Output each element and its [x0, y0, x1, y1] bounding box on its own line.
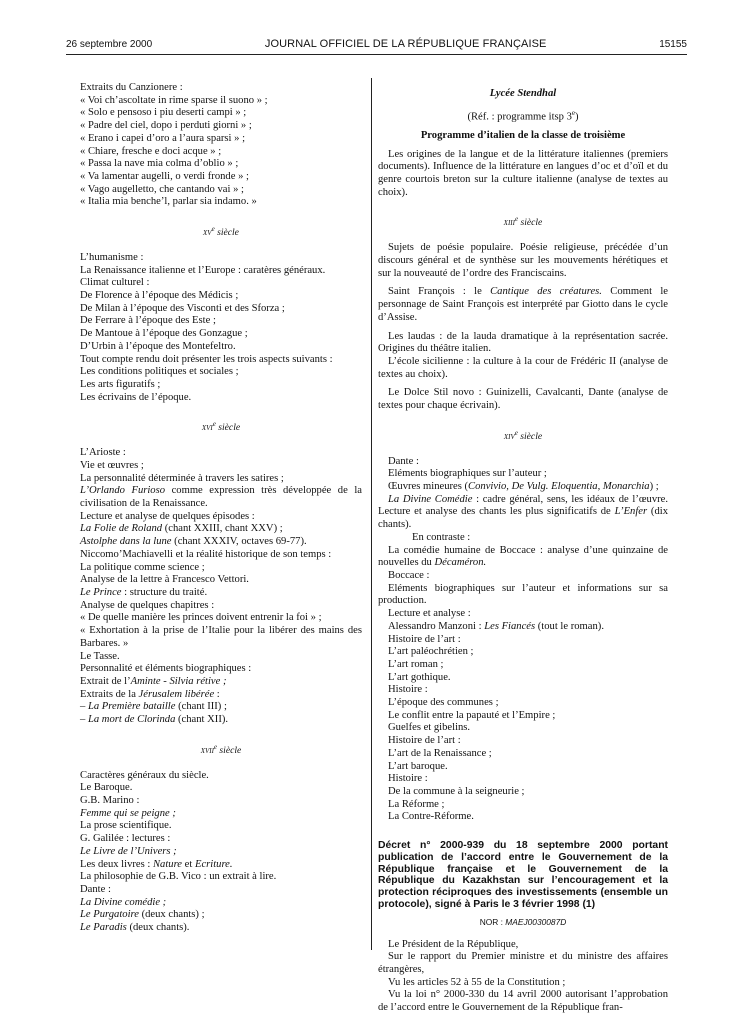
decree-title: Décret n° 2000-939 du 18 septembre 2000 portant publication de l’accord entre le Gouvernement de la République française et le Gouvernement de la République du Kazakhstan sur l’encouragement et la protection réciproques des investissements (ensemble un protocole), signé à Paris le 3 février 1998 (1)	[378, 840, 668, 911]
text-line: « Passa la nave mia colma d’oblio » ;	[80, 158, 239, 170]
text-line: Les arts figuratifs ;	[80, 378, 161, 390]
text-line: « Exhortation à la prise de l’Italie pour la libérer des mains des Barbares. »	[80, 625, 362, 649]
text-line: « De quelle manière les princes doivent entrenir la foi » ;	[80, 612, 322, 624]
text-line: Personnalité et éléments biographiques :	[80, 663, 252, 675]
text-line: De Ferrare à l’époque des Este ;	[80, 315, 216, 327]
text-line: Astolphe dans la lune (chant XXXIV, octaves 69-77).	[80, 536, 307, 548]
section-heading-14: xiv$^e$ siècle	[503, 428, 543, 442]
text-line: Extraits de la Jérusalem libérée :	[80, 688, 220, 700]
text-line: Femme qui se peigne ;	[80, 807, 176, 819]
text-line: De la commune à la seigneurie ;	[388, 785, 525, 797]
text-line: L’art baroque.	[388, 760, 448, 772]
text-line: L’art gothique.	[388, 671, 451, 683]
text-line: La Renaissance italienne et l’Europe : caratères généraux.	[80, 264, 326, 276]
text-line: L’humanisme :	[80, 251, 144, 263]
text-line: La Folie de Roland (chant XXIII, chant XXV) ;	[80, 523, 283, 535]
text-line: Climat culturel :	[80, 277, 150, 289]
text-line: L’art roman ;	[388, 658, 444, 670]
text-line: Le Prince : structure du traité.	[80, 586, 208, 598]
text-line: Le Baroque.	[80, 782, 133, 794]
text-line: D’Urbin à l’époque des Montefeltro.	[80, 340, 236, 352]
paragraph: Vu la loi n° 2000-330 du 14 avril 2000 autorisant l’approbation de l’accord entre le Gouvernement de la République fran-	[378, 989, 668, 1014]
text-line: – La mort de Clorinda (chant XII).	[80, 714, 229, 726]
text-line: « Va lamentar augelli, o verdi fronde » ;	[80, 170, 249, 182]
text-line: Le Paradis (deux chants).	[80, 922, 190, 934]
paragraph: La Divine Comédie : cadre général, sens, les idéaux de l’œuvre. Lecture et analyse des chants les plus significatifs de L’Enfer (dix chants).	[378, 493, 668, 531]
program-reference: (Réf. : programme itsp 3e)	[467, 108, 579, 123]
school-name: Lycée Stendhal	[489, 88, 557, 99]
text-line: « Chiare, fresche e doci acque » ;	[80, 145, 222, 157]
text-line: En contraste :	[412, 531, 471, 543]
text-line: Le Président de la République,	[388, 938, 519, 950]
header-rule	[66, 54, 687, 55]
section-heading-16: xvi$^e$ siècle	[201, 420, 241, 434]
paragraph: Saint François : le Cantique des créatures. Comment le personnage de Saint François est interprété par Giotto dans le cycle d’Assise.	[378, 286, 669, 323]
paragraph: Les laudas : de la lauda dramatique à la représentation sacrée. Origines du théâtre italien.	[378, 330, 668, 355]
text-line: Tout compte rendu doit présenter les trois aspects suivants :	[80, 353, 333, 365]
text-line: Œuvres mineures (Convivio, De Vulg. Eloquentia, Monarchia) ;	[388, 481, 659, 493]
text-line: Vie et œuvres ;	[80, 459, 144, 471]
text-line: Extrait de l’Aminte - Silvia rétive ;	[80, 675, 227, 687]
text-line: « Voi ch’ascoltate in rime sparse il suono » ;	[80, 94, 268, 106]
text-line: Le conflit entre la papauté et l’Empire ;	[388, 709, 556, 721]
text-line: Eléments biographiques sur l’auteur ;	[388, 468, 547, 480]
text-line: L’art de la Renaissance ;	[388, 747, 492, 759]
text-line: La Contre-Réforme.	[388, 811, 474, 823]
text-line: Les écrivains de l’époque.	[80, 391, 192, 403]
paragraph: Les origines de la langue et de la littérature italiennes (premiers documents). Influence de la littérature en langues d’oc et d’oïl et du genre courtois breton sur la culture italienne (analyse de textes au choix).	[378, 148, 668, 198]
program-title: Programme d’italien de la classe de troisième	[420, 129, 626, 141]
text-line: Guelfes et gibelins.	[388, 722, 471, 734]
text-line: « Solo e pensoso i piu deserti campi » ;	[80, 107, 247, 119]
text-line: Dante :	[80, 883, 111, 895]
text-line: Le Livre de l’Univers ;	[80, 845, 177, 857]
text-line: Extraits du Canzionere :	[80, 82, 183, 93]
text-line: Histoire de l’art :	[388, 633, 461, 645]
text-line: G. Galilée : lectures :	[80, 833, 171, 845]
header-page-number: 15155	[659, 38, 687, 50]
text-line: « Padre del ciel, dopo i perduti giorni » ;	[80, 120, 252, 132]
text-line: Niccomo’Machiavelli et la réalité historique de son temps :	[80, 548, 332, 560]
text-line: De Milan à l’époque des Visconti et des Sforza ;	[80, 302, 285, 314]
text-line: Histoire :	[388, 773, 428, 785]
text-line: Le Purgatoire (deux chants) ;	[80, 909, 205, 921]
text-line: Boccace :	[388, 570, 430, 581]
text-line: Histoire :	[388, 684, 428, 696]
paragraph: Sur le rapport du Premier ministre et du ministre des affaires étrangères,	[378, 951, 668, 975]
header-title: JOURNAL OFFICIEL DE LA RÉPUBLIQUE FRANÇAISE	[264, 38, 547, 50]
text-line: De Florence à l’époque des Médicis ;	[80, 290, 239, 302]
column-divider	[371, 78, 372, 950]
text-line: Analyse de la lettre à Francesco Vettori.	[80, 574, 249, 586]
text-line: « Erano i capei d’oro a l’aura sparsi » ;	[80, 132, 246, 144]
text-line: La philosophie de G.B. Vico : un extrait à lire.	[80, 871, 277, 883]
text-line: « Italia mia benche’l, parlar sia indamo. »	[80, 196, 257, 208]
text-line: Lecture et analyse de quelques épisodes :	[80, 510, 255, 522]
text-line: Caractères généraux du siècle.	[80, 769, 209, 781]
text-line: « Vago augelletto, che cantando vai » ;	[80, 183, 244, 195]
text-line: – La Première bataille (chant III) ;	[80, 701, 227, 713]
paragraph: Le Dolce Stil novo : Guinizelli, Cavalcanti, Dante (analyse de textes pour chaque écrivain).	[378, 387, 668, 412]
text-line: Les deux livres : Nature et Ecriture.	[80, 858, 233, 870]
left-column	[80, 82, 362, 935]
text-line: Histoire de l’art :	[388, 735, 461, 747]
text-line: L’art paléochrétien ;	[388, 646, 474, 658]
text-line: L’époque des communes ;	[388, 697, 499, 709]
text-line: Analyse de quelques chapitres :	[80, 599, 215, 611]
text-line: La prose scientifique.	[80, 820, 172, 832]
section-heading-13: xiii$^e$ siècle	[503, 215, 543, 229]
text-line: Les conditions politiques et sociales ;	[80, 366, 239, 378]
section-heading-15: $xv^e$ siècle	[203, 225, 239, 239]
paragraph: Sujets de poésie populaire. Poésie religieuse, précédée d’un discours général et de synthèse sur les mouvements hérétiques et sur la nouveauté de l’ordre des Franciscains.	[378, 242, 668, 279]
text-line: La Réforme ;	[388, 798, 445, 810]
text-line: L’Orlando Furioso comme expression très développée de la civilisation de la Renaissance.	[80, 485, 362, 510]
text-line: Vu les articles 52 à 55 de la Constitution ;	[388, 976, 566, 988]
text-line: Lecture et analyse :	[388, 608, 471, 620]
text-line: La personnalité déterminée à travers les satires ;	[80, 472, 284, 484]
right-column	[378, 82, 668, 1015]
paragraph: La comédie humaine de Boccace : analyse d’une quinzaine de nouvelles du Décaméron.	[378, 544, 668, 569]
section-heading-17: xvii$^e$ siècle	[200, 742, 242, 756]
paragraph: Eléments biographiques sur l’auteur et informations sur sa production.	[378, 582, 668, 607]
header-date: 26 septembre 2000	[66, 38, 153, 50]
page-header	[66, 37, 687, 51]
text-line: G.B. Marino :	[80, 795, 140, 807]
nor-reference: NOR : MAEJ0030087D	[479, 916, 567, 927]
text-line: Dante :	[388, 455, 419, 467]
paragraph: L’école sicilienne : la culture à la cour de Frédéric II (analyse de textes au choix).	[378, 355, 668, 380]
text-line: La politique comme science ;	[80, 561, 205, 573]
text-line: Le Tasse.	[80, 650, 120, 662]
text-line: L’Arioste :	[80, 447, 126, 459]
text-line: De Mantoue à l’époque des Gonzague ;	[80, 328, 248, 340]
text-line: La Divine comédie ;	[80, 896, 167, 908]
text-line: Alessandro Manzoni : Les Fiancés (tout le roman).	[388, 620, 604, 632]
